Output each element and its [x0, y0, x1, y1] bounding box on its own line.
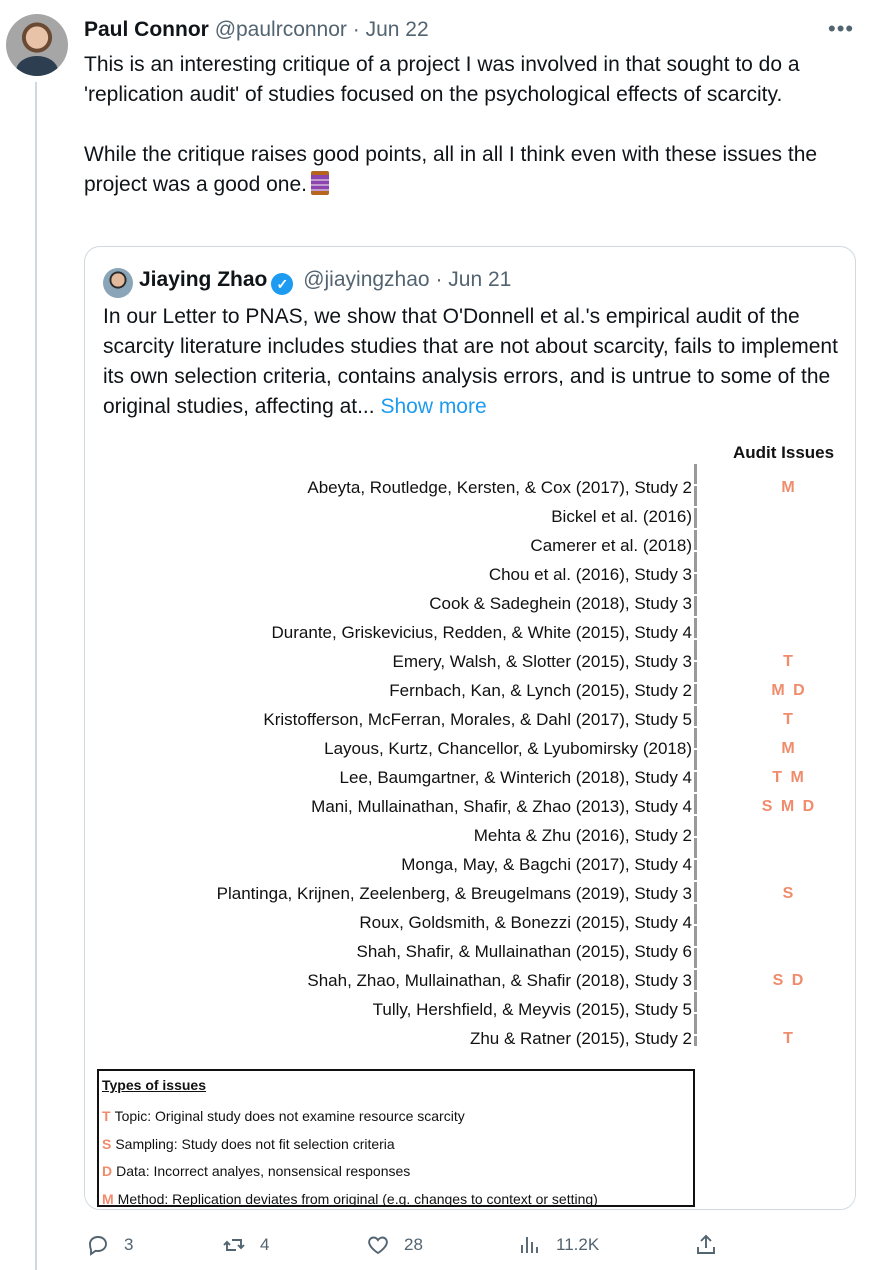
like-count: 28 [404, 1235, 423, 1254]
action-bar [0, 1228, 874, 1262]
legend-items [102, 1103, 693, 1210]
quoted-tweet-body: In our Letter to PNAS, we show that O'Donnell et al.'s empirical audit of the scarcity literature includes studies that are not about scarcity, fails to implement its own selection criteria, contains analysis errors, and is untrue to some of the original studies, affecting at... [103, 305, 838, 418]
study-issue-codes [729, 908, 849, 937]
quoted-tweet-text [103, 302, 843, 422]
legend-text: Topic: Original study does not examine resource scarcity [114, 1108, 465, 1124]
separator: · [352, 18, 360, 41]
study-issue-codes: T [783, 711, 795, 728]
study-row: Roux, Goldsmith, & Bonezzi (2015), Study 4 [359, 913, 692, 932]
verified-badge-icon: ✓ [271, 273, 293, 295]
tweet-date[interactable]: Jun 22 [365, 18, 429, 41]
study-issue-codes [729, 937, 849, 966]
study-row: Lee, Baumgartner, & Winterich (2018), Study 4 [339, 768, 692, 787]
author-handle[interactable]: @paulrconnor [214, 18, 347, 41]
reply-icon [86, 1233, 110, 1257]
legend-text: Sampling: Study does not fit selection criteria [115, 1135, 395, 1152]
legend-item [102, 1186, 693, 1211]
retweet-count: 4 [260, 1235, 270, 1254]
tweet-paragraph-1: This is an interesting critique of a project I was involved in that sought to do a 'replication audit' of studies focused on the psychological effects of scarcity. [84, 53, 800, 106]
legend-item [102, 1103, 693, 1131]
more-horizontal-icon[interactable]: ••• [828, 16, 855, 41]
study-issue-codes: T [783, 653, 795, 670]
legend-item [102, 1131, 693, 1159]
study-issue-codes: M [781, 479, 797, 496]
study-issue-codes: S [782, 885, 796, 902]
views-button[interactable] [518, 1228, 599, 1262]
legend-box [97, 1069, 695, 1207]
retweet-button[interactable] [222, 1228, 269, 1262]
study-row: Shah, Zhao, Mullainathan, & Shafir (2018), Study 3 [307, 971, 692, 990]
axis-line [694, 464, 697, 1046]
legend-letter: M [102, 1190, 114, 1207]
show-more-link[interactable]: Show more [380, 395, 487, 418]
study-issue-codes [729, 850, 849, 879]
tweet-text [84, 50, 864, 200]
legend-letter: S [102, 1135, 112, 1152]
study-issue-codes: M D [771, 682, 807, 699]
retweet-icon [222, 1233, 246, 1257]
legend-item [102, 1158, 693, 1186]
study-row: Durante, Griskevicius, Redden, & White (2015), Study 4 [271, 623, 692, 642]
study-row: Zhu & Ratner (2015), Study 2 [469, 1029, 692, 1048]
study-issue-codes [729, 560, 849, 589]
study-row: Monga, May, & Bagchi (2017), Study 4 [401, 855, 692, 874]
legend-title: Types of issues [102, 1077, 207, 1093]
study-row: Emery, Walsh, & Slotter (2015), Study 3 [392, 652, 692, 671]
study-row: Shah, Shafir, & Mullainathan (2015), Study 6 [356, 942, 692, 961]
study-issue-codes [729, 821, 849, 850]
legend-text: Data: Incorrect analyes, nonsensical responses [116, 1163, 411, 1179]
study-row: Abeyta, Routledge, Kersten, & Cox (2017), Study 2 [307, 478, 692, 497]
audit-figure-image[interactable] [85, 439, 856, 1210]
study-issue-codes: T [783, 1030, 795, 1047]
legend-letter: D [102, 1163, 113, 1179]
study-issue-codes [729, 531, 849, 560]
reply-button[interactable] [86, 1228, 133, 1262]
tweet-paragraph-2: While the critique raises good points, all in all I think even with these issues the project was a good one. [84, 143, 818, 196]
study-row: Camerer et al. (2018) [530, 536, 692, 555]
heart-icon [366, 1233, 390, 1257]
quoted-author-avatar[interactable] [103, 268, 133, 298]
study-row: Plantinga, Krijnen, Zeelenberg, & Breugelmans (2019), Study 3 [216, 884, 692, 903]
author-avatar[interactable] [6, 14, 68, 76]
study-issue-codes: T M [772, 769, 806, 786]
legend-text: Method: Replication deviates from original (e.g. changes to context or setting) [117, 1190, 598, 1207]
study-row: Tully, Hershfield, & Meyvis (2015), Study 5 [372, 1000, 692, 1019]
share-icon [694, 1233, 718, 1257]
legend-letter: T [102, 1108, 111, 1124]
study-issue-codes: S D [772, 972, 806, 989]
study-row: Bickel et al. (2016) [551, 507, 692, 526]
reply-count: 3 [124, 1235, 134, 1254]
separator: · [435, 268, 443, 291]
thread-line [35, 82, 37, 1270]
study-issue-codes: S M D [761, 798, 817, 815]
study-row: Fernbach, Kan, & Lynch (2015), Study 2 [389, 681, 692, 700]
study-issue-codes: M [781, 740, 797, 757]
study-row: Mani, Mullainathan, Shafir, & Zhao (2013), Study 4 [311, 797, 692, 816]
views-chart-icon [518, 1233, 542, 1257]
study-row: Layous, Kurtz, Chancellor, & Lyubomirsky (2018) [324, 739, 692, 758]
study-issue-codes [729, 589, 849, 618]
audit-issues-header: Audit Issues [733, 443, 835, 462]
study-issue-codes [729, 618, 849, 647]
quoted-author-name[interactable]: Jiaying Zhao [139, 268, 268, 291]
study-row: Mehta & Zhu (2016), Study 2 [473, 826, 692, 845]
quoted-author-handle[interactable]: @jiayingzhao [303, 268, 430, 291]
study-row: Cook & Sadeghein (2018), Study 3 [429, 594, 692, 613]
author-name[interactable]: Paul Connor [84, 18, 209, 41]
quoted-tweet-date[interactable]: Jun 21 [448, 268, 512, 291]
study-row: Kristofferson, McFerran, Morales, & Dahl (2017), Study 5 [263, 710, 692, 729]
share-button[interactable] [694, 1228, 732, 1262]
quoted-tweet[interactable] [84, 246, 856, 1210]
tweet-header [84, 18, 429, 42]
spool-of-thread-icon [311, 171, 329, 195]
study-issue-codes [729, 995, 849, 1024]
study-issue-codes [729, 502, 849, 531]
view-count: 11.2K [556, 1235, 600, 1254]
quoted-tweet-header [139, 268, 511, 295]
study-row: Chou et al. (2016), Study 3 [488, 565, 692, 584]
like-button[interactable] [366, 1228, 423, 1262]
